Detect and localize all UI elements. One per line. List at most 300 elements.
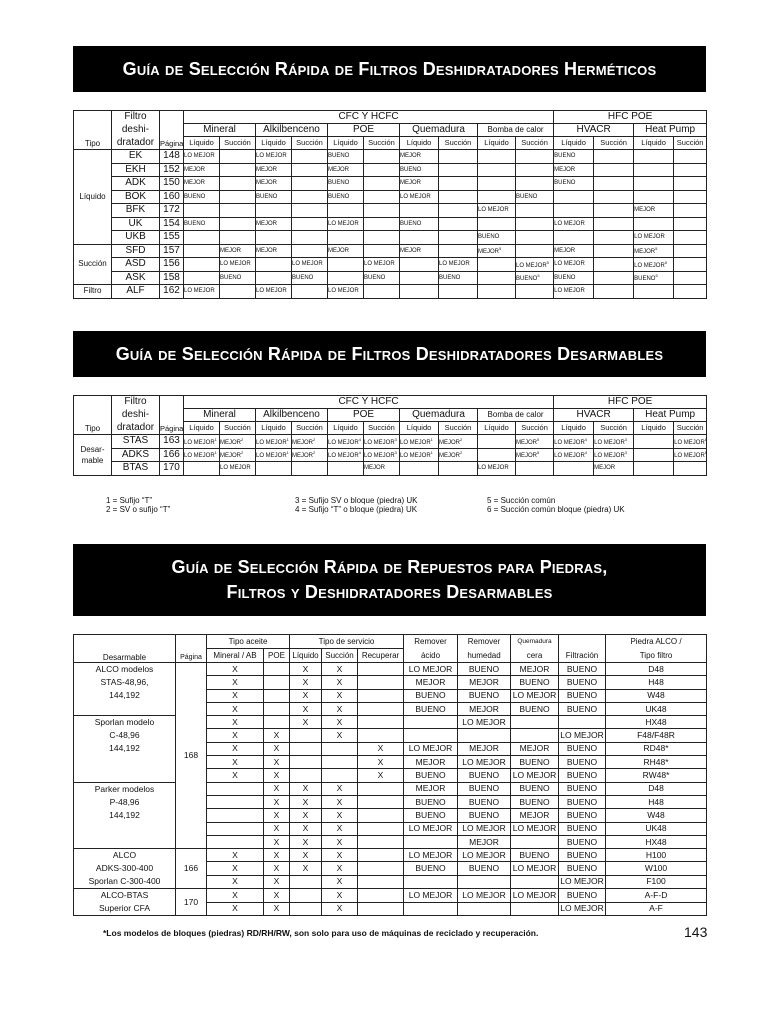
rating-cell — [256, 462, 292, 476]
tipo-header: Tipo — [74, 111, 112, 150]
remover-acido-header: Remover — [404, 635, 458, 649]
value-cell: LO MEJOR — [458, 849, 511, 862]
rating-cell — [634, 462, 674, 476]
col-liquido: Líquido — [478, 422, 516, 435]
value-cell: X — [358, 756, 404, 769]
value-cell: X — [290, 716, 322, 729]
rating-cell: MEJOR$^5$ — [516, 435, 554, 449]
col-succion: Succión — [594, 422, 634, 435]
value-cell: X — [290, 702, 322, 715]
rating-cell: MEJOR$^2$ — [292, 448, 328, 462]
rating-cell — [594, 271, 634, 285]
value-cell: BUENO — [559, 795, 606, 808]
value-cell: X — [290, 809, 322, 822]
hfc-header: HFC POE — [554, 396, 707, 409]
rating-cell — [364, 163, 400, 177]
rating-cell — [516, 462, 554, 476]
value-cell: BUENO — [559, 889, 606, 903]
value-cell: X — [264, 822, 290, 835]
section-title-line2: Filtros y Deshidratadores Desarmables — [226, 582, 553, 602]
rating-cell: LO MEJOR$^1$ — [184, 435, 220, 449]
value-cell: LO MEJOR — [404, 742, 458, 755]
value-cell: X — [264, 782, 290, 795]
rating-cell — [292, 285, 328, 299]
rating-cell: BUENO — [328, 150, 364, 164]
poe-header: POE — [328, 124, 400, 137]
piedra-cell: W100 — [606, 862, 707, 875]
piedra-cell: RH48* — [606, 756, 707, 769]
rating-cell: MEJOR$^2$ — [220, 435, 256, 449]
rating-cell: LO MEJOR$^1$ — [256, 435, 292, 449]
note-3: 3 = Sufijo SV o bloque (piedra) UK — [295, 496, 418, 505]
value-cell: X — [322, 676, 358, 689]
rating-cell — [400, 258, 439, 272]
value-cell: X — [322, 795, 358, 808]
piedra-cell: F100 — [606, 875, 707, 888]
rating-cell — [674, 258, 707, 272]
value-cell: X — [290, 663, 322, 676]
piedra-cell: UK48 — [606, 822, 707, 835]
value-cell: BUENO — [559, 862, 606, 875]
rating-cell — [554, 231, 594, 245]
rating-cell: BUENO — [256, 190, 292, 204]
value-cell: LO MEJOR — [458, 716, 511, 729]
rating-cell — [220, 177, 256, 191]
value-cell: X — [358, 742, 404, 755]
page-cell: 166 — [160, 448, 184, 462]
value-cell: BUENO — [458, 795, 511, 808]
rating-cell — [554, 204, 594, 218]
value-cell — [322, 742, 358, 755]
tipo-header: Tipo — [74, 396, 112, 435]
rating-cell: MEJOR — [400, 177, 439, 191]
hfc-header: HFC POE — [554, 111, 707, 124]
liquido-header: Líquido — [290, 649, 322, 663]
table-row — [74, 285, 707, 299]
piedra-cell: H48 — [606, 795, 707, 808]
value-cell: X — [290, 822, 322, 835]
page-cell: 152 — [160, 163, 184, 177]
heatpump-header: Heat Pump — [634, 124, 707, 137]
value-cell: BUENO — [404, 862, 458, 875]
value-cell: LO MEJOR — [404, 889, 458, 903]
cera-header: cera — [511, 649, 559, 663]
rating-cell — [516, 244, 554, 258]
value-cell: X — [207, 742, 264, 755]
col-succion: Succión — [594, 137, 634, 150]
rating-cell: MEJOR — [184, 163, 220, 177]
value-cell — [207, 835, 264, 848]
piedra-cell: D48 — [606, 663, 707, 676]
value-cell: X — [207, 676, 264, 689]
value-cell: BUENO — [404, 809, 458, 822]
section-title: Guía de Selección Rápida de Filtros Deshidratadores Herméticos — [122, 58, 657, 79]
value-cell — [358, 889, 404, 903]
piedra-cell: UK48 — [606, 702, 707, 715]
rating-cell — [184, 204, 220, 218]
recuperar-header: Recuperar — [358, 649, 404, 663]
dratador-header: dratador — [112, 137, 160, 150]
rating-cell — [292, 204, 328, 218]
rating-cell — [634, 177, 674, 191]
value-cell: MEJOR — [458, 742, 511, 755]
notes-col1 — [106, 496, 170, 514]
tipo-servicio-header: Tipo de servicio — [290, 635, 404, 649]
desarmables-table — [73, 395, 707, 476]
rating-cell: MEJOR — [400, 244, 439, 258]
rating-cell: BUENO — [328, 190, 364, 204]
poe-header: POE — [328, 409, 400, 422]
rating-cell: LO MEJOR$^1$ — [184, 448, 220, 462]
value-cell: X — [207, 889, 264, 903]
value-cell — [264, 702, 290, 715]
rating-cell — [634, 150, 674, 164]
rating-cell: LO MEJOR$^4$ — [554, 448, 594, 462]
poe-header: POE — [264, 649, 290, 663]
rating-cell — [634, 435, 674, 449]
value-cell: X — [322, 889, 358, 903]
model-cell: EK — [112, 150, 160, 164]
rating-cell: MEJOR$^2$ — [220, 448, 256, 462]
model-cell: UKB — [112, 231, 160, 245]
value-cell — [511, 835, 559, 848]
rating-cell: BUENO — [292, 271, 328, 285]
rating-cell — [400, 285, 439, 299]
page-cell: 150 — [160, 177, 184, 191]
rating-cell — [516, 285, 554, 299]
rating-cell: MEJOR — [554, 163, 594, 177]
rating-cell: MEJOR — [328, 163, 364, 177]
rating-cell: LO MEJOR — [554, 258, 594, 272]
rating-cell — [674, 190, 707, 204]
rating-cell — [439, 190, 478, 204]
rating-cell: MEJOR$^5$ — [516, 448, 554, 462]
value-cell — [559, 716, 606, 729]
value-cell — [290, 875, 322, 888]
value-cell: BUENO — [511, 676, 559, 689]
value-cell — [358, 795, 404, 808]
rating-cell — [256, 231, 292, 245]
value-cell: BUENO — [458, 782, 511, 795]
rating-cell: LO MEJOR$^3$ — [364, 435, 400, 449]
value-cell: X — [322, 875, 358, 888]
remover-humedad-header: Remover — [458, 635, 511, 649]
rating-cell — [220, 150, 256, 164]
pagina-header: Página — [160, 396, 184, 435]
rating-cell: MEJOR — [256, 217, 292, 231]
rating-cell: MEJOR — [634, 204, 674, 218]
rating-cell — [400, 231, 439, 245]
value-cell — [290, 902, 322, 916]
value-cell: X — [264, 769, 290, 782]
model-group-cell: ALCO ADKS-300-400 Sporlan C-300-400 — [74, 849, 176, 889]
value-cell — [358, 716, 404, 729]
desarmable-header: Desarmable — [74, 635, 176, 663]
rating-cell: BUENO — [554, 150, 594, 164]
mineral-header: Mineral — [184, 409, 256, 422]
value-cell — [207, 822, 264, 835]
value-cell — [322, 756, 358, 769]
value-cell — [207, 795, 264, 808]
rating-cell — [184, 244, 220, 258]
model-cell: ADK — [112, 177, 160, 191]
rating-cell: LO MEJOR — [184, 285, 220, 299]
value-cell: X — [322, 782, 358, 795]
rating-cell — [478, 217, 516, 231]
pagina-header: Página — [160, 111, 184, 150]
col-liquido: Líquido — [184, 422, 220, 435]
col-liquido: Líquido — [478, 137, 516, 150]
rating-cell: BUENO — [184, 217, 220, 231]
rating-cell — [184, 231, 220, 245]
rating-cell — [594, 177, 634, 191]
rating-cell — [400, 204, 439, 218]
col-liquido: Líquido — [328, 422, 364, 435]
value-cell — [358, 702, 404, 715]
rating-cell: MEJOR — [256, 244, 292, 258]
rating-cell — [594, 258, 634, 272]
rating-cell: LO MEJOR — [328, 285, 364, 299]
rating-cell — [634, 217, 674, 231]
piedra-cell: W48 — [606, 689, 707, 702]
rating-cell — [478, 448, 516, 462]
rating-cell: LO MEJOR — [328, 217, 364, 231]
value-cell: BUENO — [458, 663, 511, 676]
table-row — [74, 177, 707, 191]
value-cell — [358, 809, 404, 822]
rating-cell — [516, 231, 554, 245]
table-row — [74, 217, 707, 231]
value-cell: X — [207, 689, 264, 702]
value-cell: BUENO — [511, 782, 559, 795]
rating-cell — [184, 258, 220, 272]
value-cell: BUENO — [404, 689, 458, 702]
rating-cell — [674, 271, 707, 285]
col-succion: Succión — [292, 422, 328, 435]
value-cell: MEJOR — [511, 663, 559, 676]
value-cell: BUENO — [511, 702, 559, 715]
value-cell: X — [264, 889, 290, 903]
piedra-cell: HX48 — [606, 716, 707, 729]
filtro-header: Filtro — [112, 111, 160, 124]
rating-cell — [220, 163, 256, 177]
rating-cell — [594, 217, 634, 231]
rating-cell — [594, 190, 634, 204]
value-cell: X — [207, 729, 264, 742]
piedra-cell: H100 — [606, 849, 707, 862]
rating-cell: MEJOR$^2$ — [439, 435, 478, 449]
rating-cell — [516, 204, 554, 218]
alkil-header: Alkilbenceno — [256, 124, 328, 137]
rating-cell: MEJOR — [400, 150, 439, 164]
table-row — [74, 663, 707, 676]
pagina-header: Página — [176, 635, 207, 663]
value-cell: X — [207, 902, 264, 916]
value-cell: X — [264, 862, 290, 875]
col-liquido: Líquido — [184, 137, 220, 150]
tipo-aceite-header: Tipo aceite — [207, 635, 290, 649]
succion-header: Succión — [322, 649, 358, 663]
value-cell: X — [322, 716, 358, 729]
rating-cell: MEJOR — [184, 177, 220, 191]
value-cell: BUENO — [559, 756, 606, 769]
value-cell — [458, 875, 511, 888]
rating-cell: BUENO — [516, 190, 554, 204]
rating-cell — [292, 217, 328, 231]
model-group-cell: Sporlan modelo C-48,96 144,192 — [74, 716, 176, 782]
table-row — [74, 163, 707, 177]
value-cell — [511, 902, 559, 916]
value-cell: MEJOR — [458, 835, 511, 848]
cfc-header: CFC Y HCFC — [184, 111, 554, 124]
rating-cell — [292, 462, 328, 476]
value-cell: BUENO — [458, 769, 511, 782]
page-cell: 158 — [160, 271, 184, 285]
col-liquido: Líquido — [554, 137, 594, 150]
value-cell: X — [290, 689, 322, 702]
value-cell: BUENO — [404, 769, 458, 782]
rating-cell: MEJOR — [256, 177, 292, 191]
rating-cell: LO MEJOR$^6$ — [674, 448, 707, 462]
model-cell: EKH — [112, 163, 160, 177]
rating-cell: MEJOR — [328, 244, 364, 258]
col-succion: Succión — [674, 137, 707, 150]
model-cell: UK — [112, 217, 160, 231]
value-cell: BUENO — [458, 689, 511, 702]
model-cell: BOK — [112, 190, 160, 204]
piedra-cell: A-F — [606, 902, 707, 916]
rating-cell — [328, 204, 364, 218]
value-cell — [322, 769, 358, 782]
rating-cell — [439, 150, 478, 164]
rating-cell: BUENO$^5$ — [516, 271, 554, 285]
rating-cell — [364, 217, 400, 231]
section-banner-desarmables — [73, 331, 706, 377]
col-succion: Succión — [674, 422, 707, 435]
piedra-cell: A-F-D — [606, 889, 707, 903]
deshi-header: deshi- — [112, 409, 160, 422]
rating-cell — [292, 163, 328, 177]
value-cell — [404, 716, 458, 729]
rating-cell — [292, 190, 328, 204]
page-cell: 162 — [160, 285, 184, 299]
rating-cell — [439, 217, 478, 231]
rating-cell: LO MEJOR — [256, 285, 292, 299]
rating-cell — [364, 150, 400, 164]
rating-cell — [220, 285, 256, 299]
piedra-cell: W48 — [606, 809, 707, 822]
rating-cell — [328, 258, 364, 272]
rating-cell: LO MEJOR$^1$ — [400, 448, 439, 462]
mineral-ab-header: Mineral / AB — [207, 649, 264, 663]
col-succion: Succión — [220, 137, 256, 150]
group-label: Desar- mable — [74, 435, 112, 476]
model-cell: BFK — [112, 204, 160, 218]
value-cell: X — [264, 795, 290, 808]
value-cell — [358, 862, 404, 875]
quemadura-header: Quemadura — [400, 409, 478, 422]
value-cell — [404, 729, 458, 742]
value-cell — [458, 902, 511, 916]
model-cell: ADKS — [112, 448, 160, 462]
value-cell: BUENO — [559, 809, 606, 822]
value-cell: X — [358, 769, 404, 782]
value-cell: LO MEJOR — [511, 822, 559, 835]
page-cell: 157 — [160, 244, 184, 258]
tipo-filtro-header: Tipo filtro — [606, 649, 707, 663]
group-label: Succión — [74, 244, 112, 285]
value-cell — [404, 902, 458, 916]
value-cell — [290, 742, 322, 755]
humedad-header: humedad — [458, 649, 511, 663]
rating-cell: LO MEJOR — [220, 462, 256, 476]
rating-cell — [439, 244, 478, 258]
rating-cell: BUENO — [439, 271, 478, 285]
value-cell: X — [290, 835, 322, 848]
note-1: 1 = Sufijo “T” — [106, 496, 153, 505]
group-label: Filtro — [74, 285, 112, 299]
value-cell: LO MEJOR — [458, 889, 511, 903]
rating-cell — [554, 190, 594, 204]
piedra-cell: H48 — [606, 676, 707, 689]
value-cell: X — [322, 663, 358, 676]
value-cell: X — [264, 835, 290, 848]
rating-cell — [674, 177, 707, 191]
rating-cell — [220, 231, 256, 245]
value-cell: BUENO — [559, 702, 606, 715]
rating-cell — [674, 231, 707, 245]
value-cell: LO MEJOR — [404, 822, 458, 835]
rating-cell — [594, 231, 634, 245]
mineral-header: Mineral — [184, 124, 256, 137]
value-cell: X — [207, 862, 264, 875]
col-liquido: Líquido — [554, 422, 594, 435]
rating-cell — [594, 150, 634, 164]
bomba-header: Bomba de calor — [478, 124, 554, 137]
table-row — [74, 849, 707, 862]
col-liquido: Líquido — [328, 137, 364, 150]
value-cell — [404, 835, 458, 848]
rating-cell — [328, 231, 364, 245]
section-title-line1: Guía de Selección Rápida de Repuestos para Piedras, — [171, 557, 608, 577]
hermeticos-table — [73, 110, 707, 299]
col-liquido: Líquido — [634, 422, 674, 435]
value-cell: X — [290, 849, 322, 862]
model-group-cell: ALCO-BTAS Superior CFA — [74, 889, 176, 916]
rating-cell: BUENO — [400, 163, 439, 177]
model-cell: ASK — [112, 271, 160, 285]
value-cell: X — [322, 849, 358, 862]
rating-cell — [674, 217, 707, 231]
rating-cell — [594, 163, 634, 177]
piedra-cell: D48 — [606, 782, 707, 795]
col-liquido: Líquido — [400, 137, 439, 150]
heatpump-header: Heat Pump — [634, 409, 707, 422]
value-cell: LO MEJOR — [559, 729, 606, 742]
rating-cell: MEJOR — [220, 244, 256, 258]
page-cell: 163 — [160, 435, 184, 449]
value-cell: X — [290, 676, 322, 689]
value-cell: LO MEJOR — [511, 889, 559, 903]
col-succion: Succión — [439, 137, 478, 150]
value-cell — [264, 689, 290, 702]
notes-col3 — [487, 496, 625, 514]
repuestos-table — [73, 634, 707, 916]
page-number: 143 — [684, 924, 708, 940]
rating-cell: LO MEJOR — [400, 190, 439, 204]
section-banner-hermeticos — [73, 46, 706, 92]
value-cell: LO MEJOR — [404, 849, 458, 862]
